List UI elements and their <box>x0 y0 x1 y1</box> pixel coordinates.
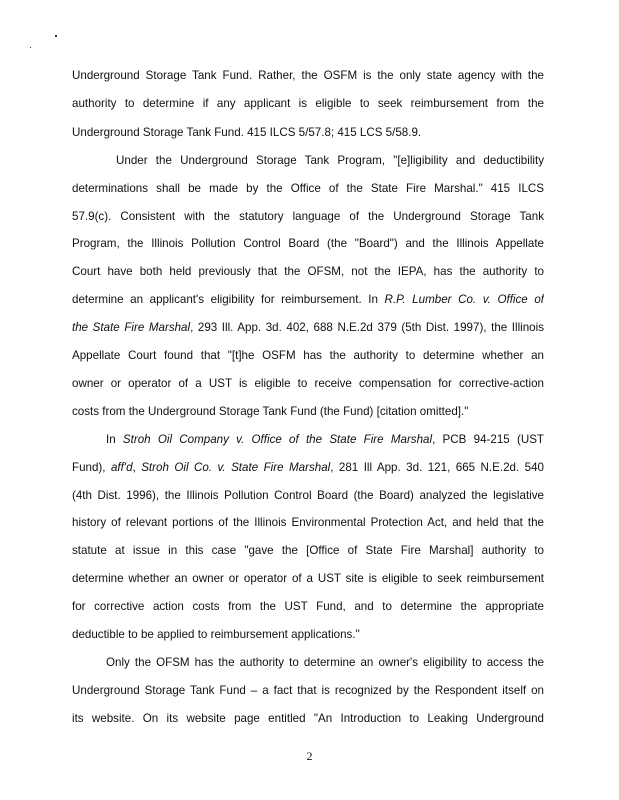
text-line <box>72 461 544 475</box>
text-line: determinations shall be made by the Office of the State Fire Marshal." 415 ILCS <box>72 182 544 195</box>
text-line: Appellate Court found that "[t]he OSFM has the authority to determine whether an <box>72 349 544 362</box>
text-line <box>72 293 544 307</box>
case-citation: the State Fire Marshal <box>72 321 191 334</box>
text-line: Underground Storage Tank Fund – a fact that is recognized by the Respondent itself on <box>72 684 544 697</box>
text-line: Under the Underground Storage Tank Program, "[e]ligibility and deductibility <box>116 154 544 167</box>
page-number: 2 <box>306 749 313 763</box>
text-line: 57.9(c). Consistent with the statutory language of the Underground Storage Tank <box>72 210 544 223</box>
text-line: Underground Storage Tank Fund. 415 ILCS 5/57.8; 415 LCS 5/58.9. <box>72 126 422 139</box>
text-line: statute at issue in this case "gave the [Office of State Fire Marshal] authority to <box>72 544 544 557</box>
text-run: , PCB 94-215 (UST <box>432 433 544 446</box>
text-line: history of relevant portions of the Illinois Environmental Protection Act, and held that the <box>72 516 544 529</box>
text-line <box>106 433 544 447</box>
text-run: determine an applicant's eligibility for reimbursement. In <box>72 293 385 306</box>
case-citation: R.P. Lumber Co. v. Office of <box>384 293 544 306</box>
text-line: Only the OFSM has the authority to determine an owner's eligibility to access the <box>106 656 544 669</box>
text-line: costs from the Underground Storage Tank Fund (the Fund) [citation omitted]." <box>72 405 469 418</box>
case-citation: Stroh Oil Company v. Office of the State Fire Marshal <box>122 433 433 446</box>
text-line: Court have both held previously that the OFSM, not the IEPA, has the authority to <box>72 265 544 278</box>
case-citation: aff'd <box>110 461 133 474</box>
text-line: authority to determine if any applicant is eligible to seek reimbursement from the <box>72 97 544 110</box>
text-line: Underground Storage Tank Fund. Rather, the OSFM is the only state agency with the <box>72 69 544 82</box>
text-run: , 281 Ill App. 3d. 121, 665 N.E.2d. 540 <box>330 461 544 474</box>
text-run: , 293 Ill. App. 3d. 402, 688 N.E.2d 379 (5th Dist. 1997), the Illinois <box>190 321 544 334</box>
text-line: its website. On its website page entitled "An Introduction to Leaking Underground <box>72 712 544 725</box>
case-citation: Stroh Oil Co. v. State Fire Marshal <box>141 461 331 474</box>
text-line: (4th Dist. 1996), the Illinois Pollution Control Board (the Board) analyzed the legislative <box>72 489 544 502</box>
text-line: Program, the Illinois Pollution Control Board (the "Board") and the Illinois Appellate <box>72 237 544 250</box>
scan-speck <box>55 35 57 37</box>
text-run: Fund), <box>72 461 111 474</box>
text-line: for corrective action costs from the UST Fund, and to determine the appropriate <box>72 600 544 613</box>
text-line: determine whether an owner or operator of a UST site is eligible to seek reimbursement <box>72 572 544 585</box>
text-line: owner or operator of a UST is eligible to receive compensation for corrective-action <box>72 377 544 390</box>
text-line: deductible to be applied to reimbursement applications." <box>72 628 360 641</box>
text-line <box>72 321 544 335</box>
text-run: In <box>106 433 123 446</box>
text-run: , <box>132 461 142 474</box>
scan-speck <box>30 47 31 48</box>
